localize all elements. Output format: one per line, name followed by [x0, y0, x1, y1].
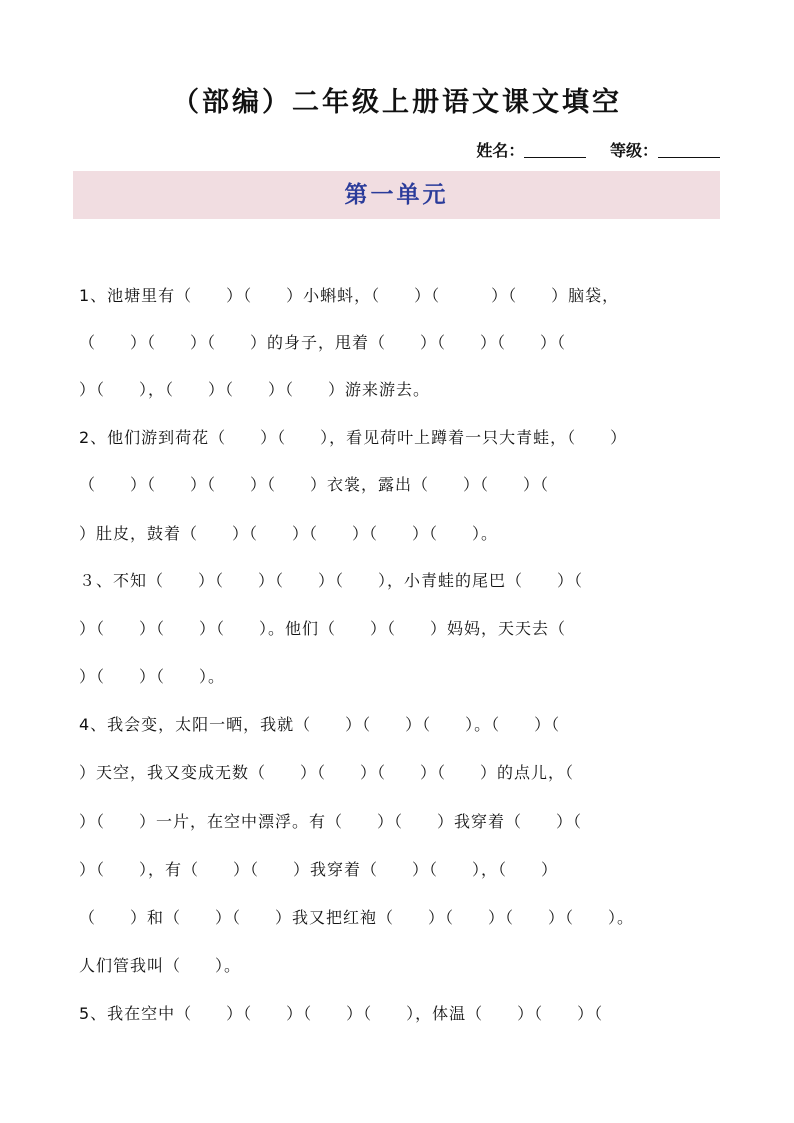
exercise-line: 人们管我叫（ ）。 — [79, 956, 242, 975]
exercise-line: ）（ ），有（ ）（ ）我穿着（ ）（ ），（ ） — [79, 860, 559, 879]
grade-blank[interactable] — [658, 157, 720, 158]
student-info — [476, 138, 720, 161]
exercise-line: 2、他们游到荷花（ ）（ ），看见荷叶上蹲着一只大青蛙，（ ） — [79, 428, 628, 447]
grade-label: 等级： — [609, 141, 658, 160]
unit-heading: 第一单元 — [73, 171, 720, 219]
exercise-line: 4、我会变，太阳一晒，我就（ ）（ ）（ ）。（ ）（ — [79, 715, 561, 734]
name-label: 姓名： — [476, 141, 525, 160]
exercise-line: （ ）和（ ）（ ）我又把红袍（ ）（ ）（ ）（ ）。 — [79, 908, 635, 927]
page-title: （部编）二年级上册语文课文填空 — [172, 87, 622, 118]
exercise-line: ）（ ）（ ）。 — [79, 667, 226, 686]
exercise-line: ３、不知（ ）（ ）（ ）（ ），小青蛙的尾巴（ ）（ — [79, 571, 584, 590]
exercise-line: 5、我在空中（ ）（ ）（ ）（ ），体温（ ）（ ）（ — [79, 1004, 604, 1023]
exercise-line: ）（ ）（ ）（ ）。他们（ ）（ ）妈妈，天天去（ — [79, 619, 567, 638]
exercise-line: （ ）（ ）（ ）（ ）衣裳，露出（ ）（ ）（ — [79, 475, 550, 494]
exercise-line: ）（ ），（ ）（ ）（ ）游来游去。 — [79, 380, 431, 399]
exercise-line: ）（ ）一片，在空中漂浮。有（ ）（ ）我穿着（ ）（ — [79, 812, 583, 831]
name-blank[interactable] — [524, 157, 586, 158]
exercise-line: 1、池塘里有（ ）（ ）小蝌蚪，（ ）（ ）（ ）脑袋， — [79, 286, 620, 305]
exercise-line: （ ）（ ）（ ）的身子，甩着（ ）（ ）（ ）（ — [79, 333, 567, 352]
exercise-line: ）肚皮，鼓着（ ）（ ）（ ）（ ）（ ）。 — [79, 524, 499, 543]
exercise-line: ）天空，我又变成无数（ ）（ ）（ ）（ ）的点儿，（ — [79, 763, 575, 782]
